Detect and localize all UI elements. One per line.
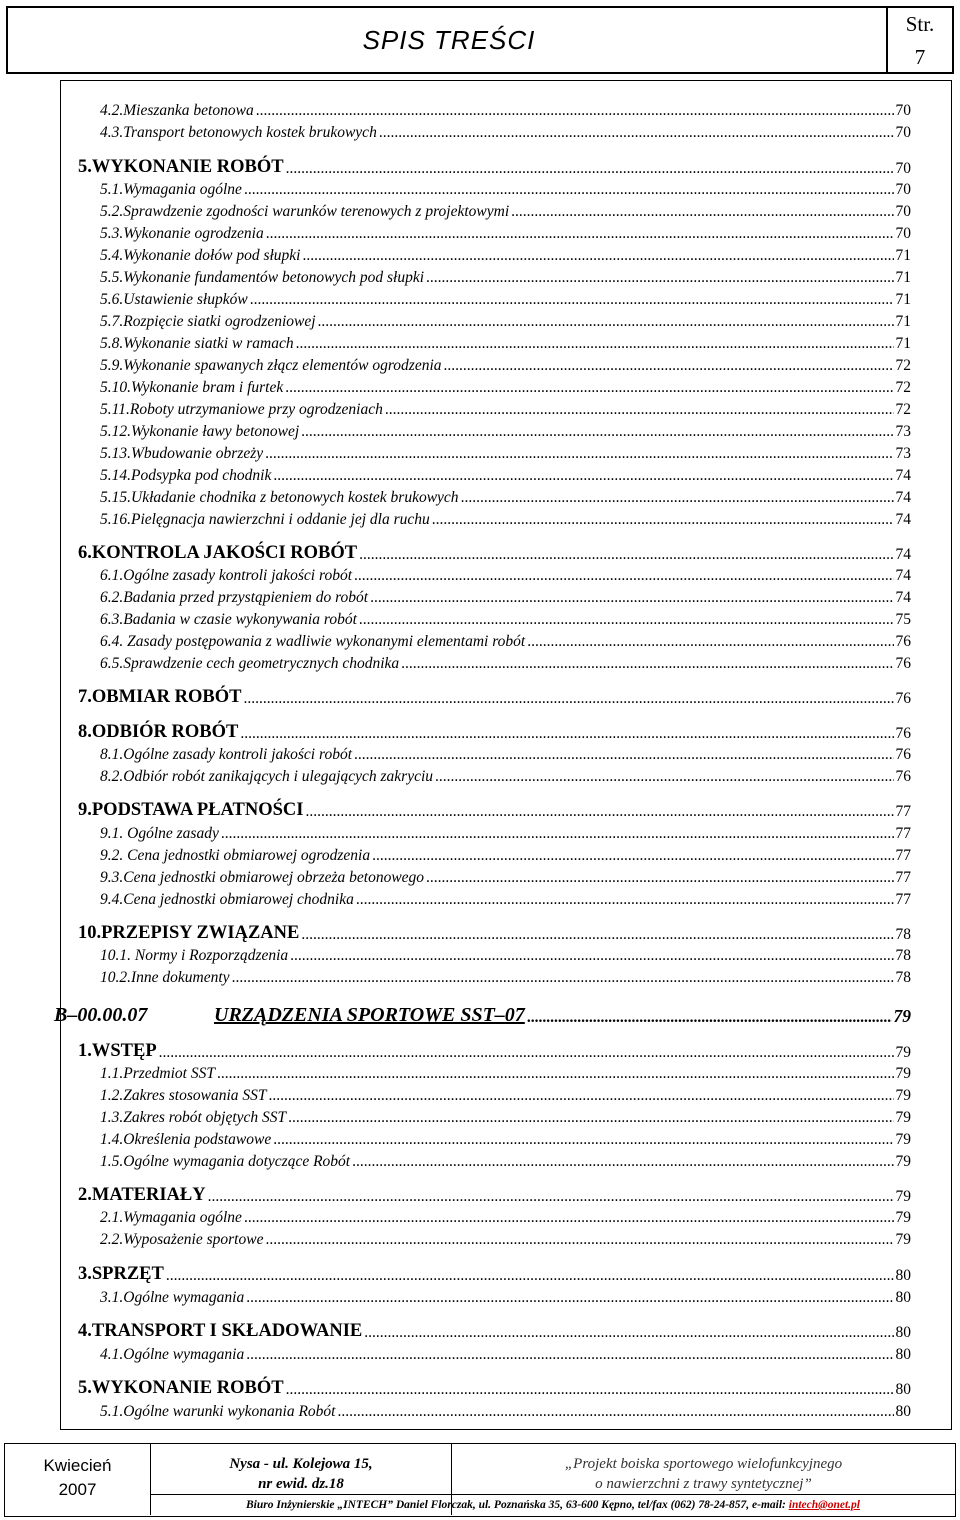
toc-page-number: 80	[895, 1346, 911, 1363]
toc-dot-leader	[370, 590, 893, 606]
toc-dot-leader	[240, 726, 893, 742]
toc-section-entry[interactable]	[78, 688, 911, 707]
toc-subsection-entry[interactable]	[100, 103, 911, 119]
toc-entry-title: 5.10.Wykonanie bram i furtek	[100, 379, 284, 396]
toc-entry-title: 1.5.Ogólne wymagania dotyczące Robót	[100, 1153, 351, 1170]
toc-subsection-entry[interactable]	[100, 590, 911, 606]
toc-entry-title: 2.1.Wymagania ogólne	[100, 1209, 242, 1226]
toc-dot-leader	[372, 848, 893, 864]
footer-date	[5, 1444, 151, 1515]
toc-page-number: 70	[895, 225, 911, 242]
toc-dot-leader	[354, 747, 894, 763]
toc-section-entry[interactable]	[78, 1186, 911, 1205]
toc-section-entry[interactable]	[78, 544, 911, 563]
toc-dot-leader	[359, 547, 893, 563]
toc-entry-title: 5.5.Wykonanie fundamentów betonowych pod słupki	[100, 269, 425, 286]
toc-page-number: 70	[895, 102, 911, 119]
toc-page-number: 76	[895, 768, 911, 785]
toc-dot-leader	[286, 161, 894, 177]
toc-entry-title: 1.4.Określenia podstawowe	[100, 1131, 272, 1148]
toc-dot-leader	[286, 1382, 894, 1398]
toc-subsection-entry[interactable]	[100, 970, 911, 986]
toc-page-number: 80	[895, 1403, 911, 1420]
toc-entry-title: 9.2. Cena jednostki obmiarowej ogrodzenia	[100, 847, 371, 864]
toc-page-number: 79	[895, 1153, 911, 1170]
toc-entry-title: 5.8.Wykonanie siatki w ramach	[100, 335, 294, 352]
toc-dot-leader	[352, 1154, 893, 1170]
toc-subsection-entry[interactable]	[100, 826, 911, 842]
toc-dot-leader	[318, 314, 894, 330]
toc-page-number: 79	[895, 1231, 911, 1248]
toc-page-number: 76	[895, 655, 911, 672]
toc-entry-title: 4.TRANSPORT I SKŁADOWANIE	[78, 1321, 363, 1341]
footer-location-line2: nr ewid. dz.18	[258, 1476, 344, 1493]
toc-page-number: 78	[895, 926, 911, 943]
toc-dot-leader	[269, 1088, 894, 1104]
toc-entry-title: 1.WSTĘP	[78, 1041, 157, 1061]
toc-entry-title: 5.1.Wymagania ogólne	[100, 181, 242, 198]
toc-entry-title: 10.1. Normy i Rozporządzenia	[100, 947, 289, 964]
toc-page-number: 79	[895, 1109, 911, 1126]
toc-subsection-entry[interactable]	[100, 870, 911, 886]
toc-dot-leader	[273, 468, 893, 484]
toc-dot-leader	[426, 870, 893, 886]
toc-subsection-entry[interactable]	[100, 1132, 911, 1148]
toc-page-number: 80	[895, 1267, 911, 1284]
toc-entry-title: 5.WYKONANIE ROBÓT	[78, 157, 284, 177]
toc-dot-leader	[444, 358, 894, 374]
toc-dot-leader	[246, 1290, 893, 1306]
toc-subsection-entry[interactable]	[100, 1404, 911, 1420]
toc-dot-leader	[301, 424, 893, 440]
footer-date-month: Kwiecień	[43, 1456, 112, 1475]
toc-page-number: 80	[895, 1324, 911, 1341]
toc-entry-code: B–00.00.07	[54, 1004, 148, 1026]
toc-page-number: 79	[895, 1044, 911, 1061]
toc-subsection-entry[interactable]	[100, 270, 911, 286]
toc-entry-title	[54, 1005, 525, 1025]
toc-subsection-entry[interactable]	[100, 226, 911, 242]
toc-page-number: 74	[895, 489, 911, 506]
toc-page-number: 80	[895, 1289, 911, 1306]
toc-page-number: 70	[895, 124, 911, 141]
toc-subsection-entry[interactable]	[100, 948, 911, 964]
toc-subsection-entry[interactable]	[100, 292, 911, 308]
toc-entry-title: 3.SPRZĘT	[78, 1264, 164, 1284]
toc-page-number: 78	[895, 969, 911, 986]
toc-dot-leader	[159, 1045, 894, 1061]
toc-dot-leader	[208, 1189, 894, 1205]
page-number: 7	[914, 45, 926, 69]
toc-page-number: 79	[895, 1209, 911, 1226]
toc-page-number: 71	[895, 291, 911, 308]
toc-entry-text: URZĄDZENIA SPORTOWE SST–07	[214, 1004, 525, 1026]
toc-subsection-entry[interactable]	[100, 380, 911, 396]
toc-section-entry[interactable]	[78, 1322, 911, 1341]
toc-entry-title: 3.1.Ogólne wymagania	[100, 1289, 245, 1306]
toc-dot-leader	[432, 512, 894, 528]
toc-dot-leader	[401, 656, 893, 672]
toc-entry-title: 6.1.Ogólne zasady kontroli jakości robót	[100, 567, 352, 584]
toc-subsection-entry[interactable]	[100, 125, 911, 141]
toc-entry-title: 8.2.Odbiór robót zanikających i ulegających zakryciu	[100, 768, 434, 785]
toc-entry-title: 4.1.Ogólne wymagania	[100, 1346, 245, 1363]
toc-entry-title: 5.1.Ogólne warunki wykonania Robót	[100, 1403, 336, 1420]
footer-date-year: 2007	[58, 1479, 97, 1499]
toc-entry-title: 9.1. Ogólne zasady	[100, 825, 219, 842]
toc-dot-leader	[265, 1232, 893, 1248]
toc-dot-leader	[296, 336, 894, 352]
toc-subsection-entry[interactable]	[100, 1154, 911, 1170]
toc-entry-title: 2.2.Wyposażenie sportowe	[100, 1231, 264, 1248]
toc-entry-title: 9.PODSTAWA PŁATNOŚCI	[78, 800, 304, 820]
page-label: Str.	[905, 12, 935, 36]
toc-subsection-entry[interactable]	[100, 446, 911, 462]
toc-subsection-entry[interactable]	[100, 1088, 911, 1104]
toc-entry-title: 5.14.Podsypka pod chodnik	[100, 467, 272, 484]
toc-subsection-entry[interactable]	[100, 204, 911, 220]
toc-entry-title: 6.4. Zasady postępowania z wadliwie wykonanymi elementami robót	[100, 633, 526, 650]
toc-subsection-entry[interactable]	[100, 747, 911, 763]
toc-entry-title: 5.11.Roboty utrzymaniowe przy ogrodzeniach	[100, 401, 383, 418]
toc-subsection-entry[interactable]	[100, 402, 911, 418]
toc-subsection-entry[interactable]	[100, 248, 911, 264]
toc-entry-title: 2.MATERIAŁY	[78, 1185, 206, 1205]
toc-entry-title: 6.2.Badania przed przystąpieniem do robót	[100, 589, 369, 606]
footer-company-text: Biuro Inżynierskie „INTECH” Daniel Florczak, ul. Poznańska 35, 63-600 Kępno, tel/fax (062) 78-24-857, e-mail:	[246, 1499, 789, 1511]
toc-page-number: 80	[895, 1381, 911, 1398]
toc-entry-title: 6.5.Sprawdzenie cech geometrycznych chodnika	[100, 655, 400, 672]
toc-section-entry[interactable]	[78, 723, 911, 742]
toc-page-number: 74	[895, 567, 911, 584]
toc-entry-title: 1.2.Zakres stosowania SST	[100, 1087, 267, 1104]
toc-entry-title: 4.3.Transport betonowych kostek brukowych	[100, 124, 377, 141]
toc-page-number: 79	[895, 1188, 911, 1205]
toc-dot-leader	[426, 270, 893, 286]
toc-page-number: 71	[895, 269, 911, 286]
toc-dot-leader	[511, 204, 893, 220]
toc-section-entry[interactable]	[78, 1042, 911, 1061]
toc-entry-title: 5.16.Pielęgnacja nawierzchni i oddanie jej dla ruchu	[100, 511, 430, 528]
toc-page-number: 71	[895, 313, 911, 330]
toc-dot-leader	[250, 292, 894, 308]
toc-dot-leader	[356, 892, 894, 908]
toc-page-number: 74	[895, 467, 911, 484]
toc-dot-leader	[305, 804, 893, 820]
toc-subsection-entry[interactable]	[100, 490, 911, 506]
toc-page-number: 71	[895, 335, 911, 352]
toc-subsection-entry[interactable]	[100, 314, 911, 330]
toc-entry-title: 6.3.Badania w czasie wykonywania robót	[100, 611, 357, 628]
toc-subsection-entry[interactable]	[100, 634, 911, 650]
toc-entry-title: 5.WYKONANIE ROBÓT	[78, 1378, 284, 1398]
toc-dot-leader	[379, 125, 894, 141]
toc-dot-leader	[273, 1132, 893, 1148]
toc-page-number: 74	[895, 546, 911, 563]
toc-entry-title: 5.4.Wykonanie dołów pod słupki	[100, 247, 301, 264]
toc-page-number: 72	[895, 401, 911, 418]
toc-subsection-entry[interactable]	[100, 1290, 911, 1306]
toc-page-number: 72	[895, 357, 911, 374]
toc-entry-title: 8.1.Ogólne zasady kontroli jakości robót	[100, 746, 352, 763]
toc-dot-leader	[256, 103, 894, 119]
toc-subsection-entry[interactable]	[100, 1210, 911, 1226]
toc-entry-title: 7.OBMIAR ROBÓT	[78, 687, 242, 707]
toc-dot-leader	[244, 1210, 894, 1226]
toc-page-number: 74	[895, 589, 911, 606]
toc-page-number: 72	[895, 379, 911, 396]
toc-entry-title: 10.PRZEPISY ZWIĄZANE	[78, 923, 300, 943]
toc-page-number: 78	[895, 947, 911, 964]
toc-subsection-entry[interactable]	[100, 468, 911, 484]
toc-dot-leader	[301, 927, 893, 943]
toc-entry-title: 5.7.Rozpięcie siatki ogrodzeniowej	[100, 313, 316, 330]
toc-entry-title: 5.12.Wykonanie ławy betonowej	[100, 423, 300, 440]
toc-page-number: 77	[895, 825, 911, 842]
toc-entry-title: 5.9.Wykonanie spawanych złącz elementów ogrodzenia	[100, 357, 442, 374]
toc-page-number: 77	[895, 847, 911, 864]
toc-page-number: 79	[893, 1005, 911, 1026]
toc-subsection-entry[interactable]	[100, 1110, 911, 1126]
toc-page-number: 77	[895, 891, 911, 908]
toc-subsection-entry[interactable]	[100, 656, 911, 672]
toc-entry-title: 9.4.Cena jednostki obmiarowej chodnika	[100, 891, 354, 908]
toc-page-number: 73	[895, 423, 911, 440]
footer-email-link[interactable]: intech@onet.pl	[788, 1499, 860, 1511]
toc-entry-title: 5.15.Układanie chodnika z betonowych kostek brukowych	[100, 489, 459, 506]
toc-entry-title: 4.2.Mieszanka betonowa	[100, 102, 254, 119]
page-footer	[4, 1443, 956, 1517]
toc-dot-leader	[385, 402, 894, 418]
toc-subsection-entry[interactable]	[100, 612, 911, 628]
toc-subsection-entry[interactable]	[100, 769, 911, 785]
toc-subsection-entry[interactable]	[100, 892, 911, 908]
toc-page-number: 71	[895, 247, 911, 264]
toc-chapter-entry[interactable]	[54, 1005, 911, 1025]
toc-dot-leader	[461, 490, 894, 506]
toc-subsection-entry[interactable]	[100, 512, 911, 528]
toc-dot-leader	[166, 1268, 894, 1284]
toc-entry-title: 5.6.Ustawienie słupków	[100, 291, 248, 308]
toc-dot-leader	[302, 248, 893, 264]
toc-subsection-entry[interactable]	[100, 336, 911, 352]
toc-subsection-entry[interactable]	[100, 358, 911, 374]
toc-dot-leader	[243, 691, 893, 707]
toc-dot-leader	[232, 970, 894, 986]
toc-section-entry[interactable]	[78, 1379, 911, 1398]
toc-dot-leader	[364, 1325, 893, 1341]
toc-section-entry[interactable]	[78, 924, 911, 943]
toc-subsection-entry[interactable]	[100, 424, 911, 440]
toc-entry-title: 6.KONTROLA JAKOŚCI ROBÓT	[78, 543, 358, 563]
page-title: SPIS TREŚCI	[362, 24, 536, 55]
toc-subsection-entry[interactable]	[100, 568, 911, 584]
toc-page-number: 70	[895, 160, 911, 177]
toc-entry-title: 5.3.Wykonanie ogrodzenia	[100, 225, 264, 242]
toc-page-number: 70	[895, 203, 911, 220]
toc-page-number: 77	[895, 803, 911, 820]
toc-page-number: 79	[895, 1065, 911, 1082]
footer-company	[151, 1494, 955, 1515]
toc-dot-leader	[265, 446, 893, 462]
toc-page-number: 77	[895, 869, 911, 886]
toc-page-number: 76	[895, 633, 911, 650]
toc-entry-title: 5.13.Wbudowanie obrzeży	[100, 445, 264, 462]
toc-dot-leader	[285, 380, 893, 396]
toc-dot-leader	[435, 769, 893, 785]
toc-entry-title: 10.2.Inne dokumenty	[100, 969, 230, 986]
toc-section-entry[interactable]	[78, 158, 911, 177]
toc-dot-leader	[290, 948, 893, 964]
toc-page-number: 70	[895, 181, 911, 198]
toc-page-number: 76	[895, 725, 911, 742]
toc-dot-leader	[527, 634, 893, 650]
toc-entry-title: 1.1.Przedmiot SST	[100, 1065, 215, 1082]
toc-page-number: 73	[895, 445, 911, 462]
toc-page-number: 75	[895, 611, 911, 628]
toc-subsection-entry[interactable]	[100, 1347, 911, 1363]
footer-project-line1: „Projekt boiska sportowego wielofunkcyjnego	[564, 1456, 843, 1472]
toc-section-entry[interactable]	[78, 801, 911, 820]
toc-dot-leader	[246, 1347, 893, 1363]
toc-subsection-entry[interactable]	[100, 182, 911, 198]
toc-dot-leader	[527, 1010, 892, 1026]
toc-entry-title: 5.2.Sprawdzenie zgodności warunków terenowych z projektowymi	[100, 203, 510, 220]
toc-dot-leader	[221, 826, 894, 842]
toc-dot-leader	[338, 1404, 894, 1420]
toc-page-number: 79	[895, 1087, 911, 1104]
footer-project-line2: o nawierzchni z trawy syntetycznej”	[595, 1476, 812, 1493]
toc-dot-leader	[354, 568, 894, 584]
toc-page-number: 79	[895, 1131, 911, 1148]
toc-dot-leader	[288, 1110, 893, 1126]
toc-dot-leader	[359, 612, 894, 628]
toc-subsection-entry[interactable]	[100, 1232, 911, 1248]
toc-subsection-entry[interactable]	[100, 848, 911, 864]
toc-dot-leader	[244, 182, 894, 198]
toc-page-number: 76	[895, 746, 911, 763]
footer-location-line1: Nysa - ul. Kolejowa 15,	[229, 1456, 373, 1472]
toc-dot-leader	[217, 1066, 894, 1082]
toc-entry-title: 9.3.Cena jednostki obmiarowej obrzeża betonowego	[100, 869, 425, 886]
toc-subsection-entry[interactable]	[100, 1066, 911, 1082]
toc-page-number: 76	[895, 690, 911, 707]
toc-entry-title: 8.ODBIÓR ROBÓT	[78, 722, 239, 742]
toc-dot-leader	[266, 226, 894, 242]
toc-page-number: 74	[895, 511, 911, 528]
toc-entry-title: 1.3.Zakres robót objętych SST	[100, 1109, 287, 1126]
toc-section-entry[interactable]	[78, 1265, 911, 1284]
